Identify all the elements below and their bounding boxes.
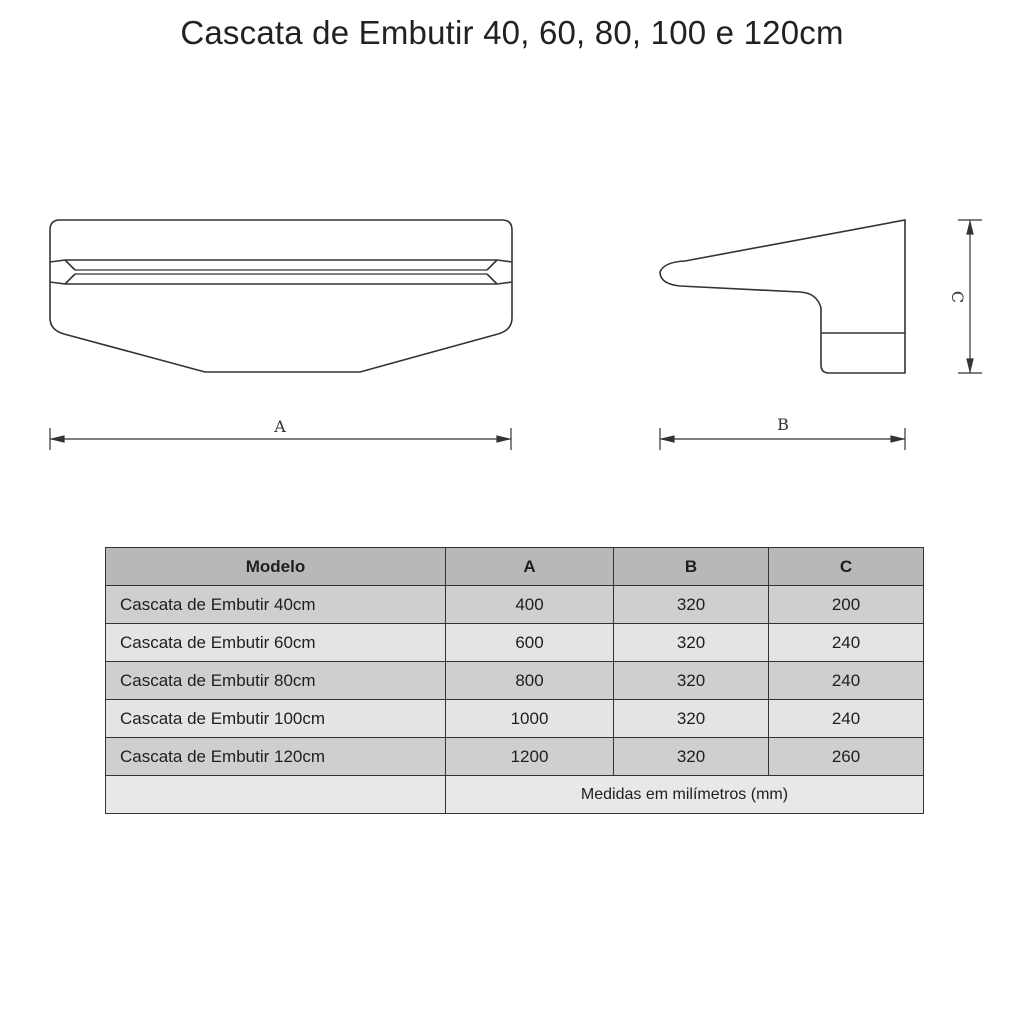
header-b: B	[614, 548, 769, 586]
table-row	[106, 662, 924, 700]
units-note: Medidas em milímetros (mm)	[446, 776, 924, 814]
cell-c: 240	[769, 624, 924, 662]
cell-modelo: Cascata de Embutir 120cm	[106, 738, 446, 776]
front-view-spout	[50, 260, 512, 284]
cell-c: 240	[769, 662, 924, 700]
dimension-b	[660, 415, 905, 450]
side-view-outline	[660, 220, 905, 373]
dimension-c	[948, 220, 982, 373]
cell-b: 320	[614, 738, 769, 776]
header-c: C	[769, 548, 924, 586]
cell-a: 1200	[446, 738, 614, 776]
page-title: Cascata de Embutir 40, 60, 80, 100 e 120cm	[180, 14, 844, 51]
specs-table-container	[105, 547, 923, 814]
cell-a: 800	[446, 662, 614, 700]
cell-c: 260	[769, 738, 924, 776]
cell-b: 320	[614, 700, 769, 738]
footer-empty-cell	[106, 776, 446, 814]
dimension-c-label: C	[948, 290, 967, 304]
cell-modelo: Cascata de Embutir 40cm	[106, 586, 446, 624]
dimension-b-label: B	[777, 415, 789, 434]
table-row	[106, 624, 924, 662]
table-row	[106, 586, 924, 624]
header-modelo: Modelo	[106, 548, 446, 586]
dimension-a-label: A	[274, 417, 286, 436]
specs-table	[105, 547, 924, 814]
dimension-a	[50, 417, 511, 450]
header-a: A	[446, 548, 614, 586]
cell-b: 320	[614, 624, 769, 662]
cell-modelo: Cascata de Embutir 100cm	[106, 700, 446, 738]
cell-modelo: Cascata de Embutir 80cm	[106, 662, 446, 700]
cell-modelo: Cascata de Embutir 60cm	[106, 624, 446, 662]
cell-a: 600	[446, 624, 614, 662]
front-view	[50, 220, 512, 372]
cell-b: 320	[614, 662, 769, 700]
table-footer-row	[106, 776, 924, 814]
table-header-row	[106, 548, 924, 586]
cell-b: 320	[614, 586, 769, 624]
table-row	[106, 700, 924, 738]
cell-a: 400	[446, 586, 614, 624]
cell-c: 240	[769, 700, 924, 738]
front-view-outline	[50, 220, 512, 372]
cell-c: 200	[769, 586, 924, 624]
table-row	[106, 738, 924, 776]
side-view	[660, 220, 905, 373]
cell-a: 1000	[446, 700, 614, 738]
